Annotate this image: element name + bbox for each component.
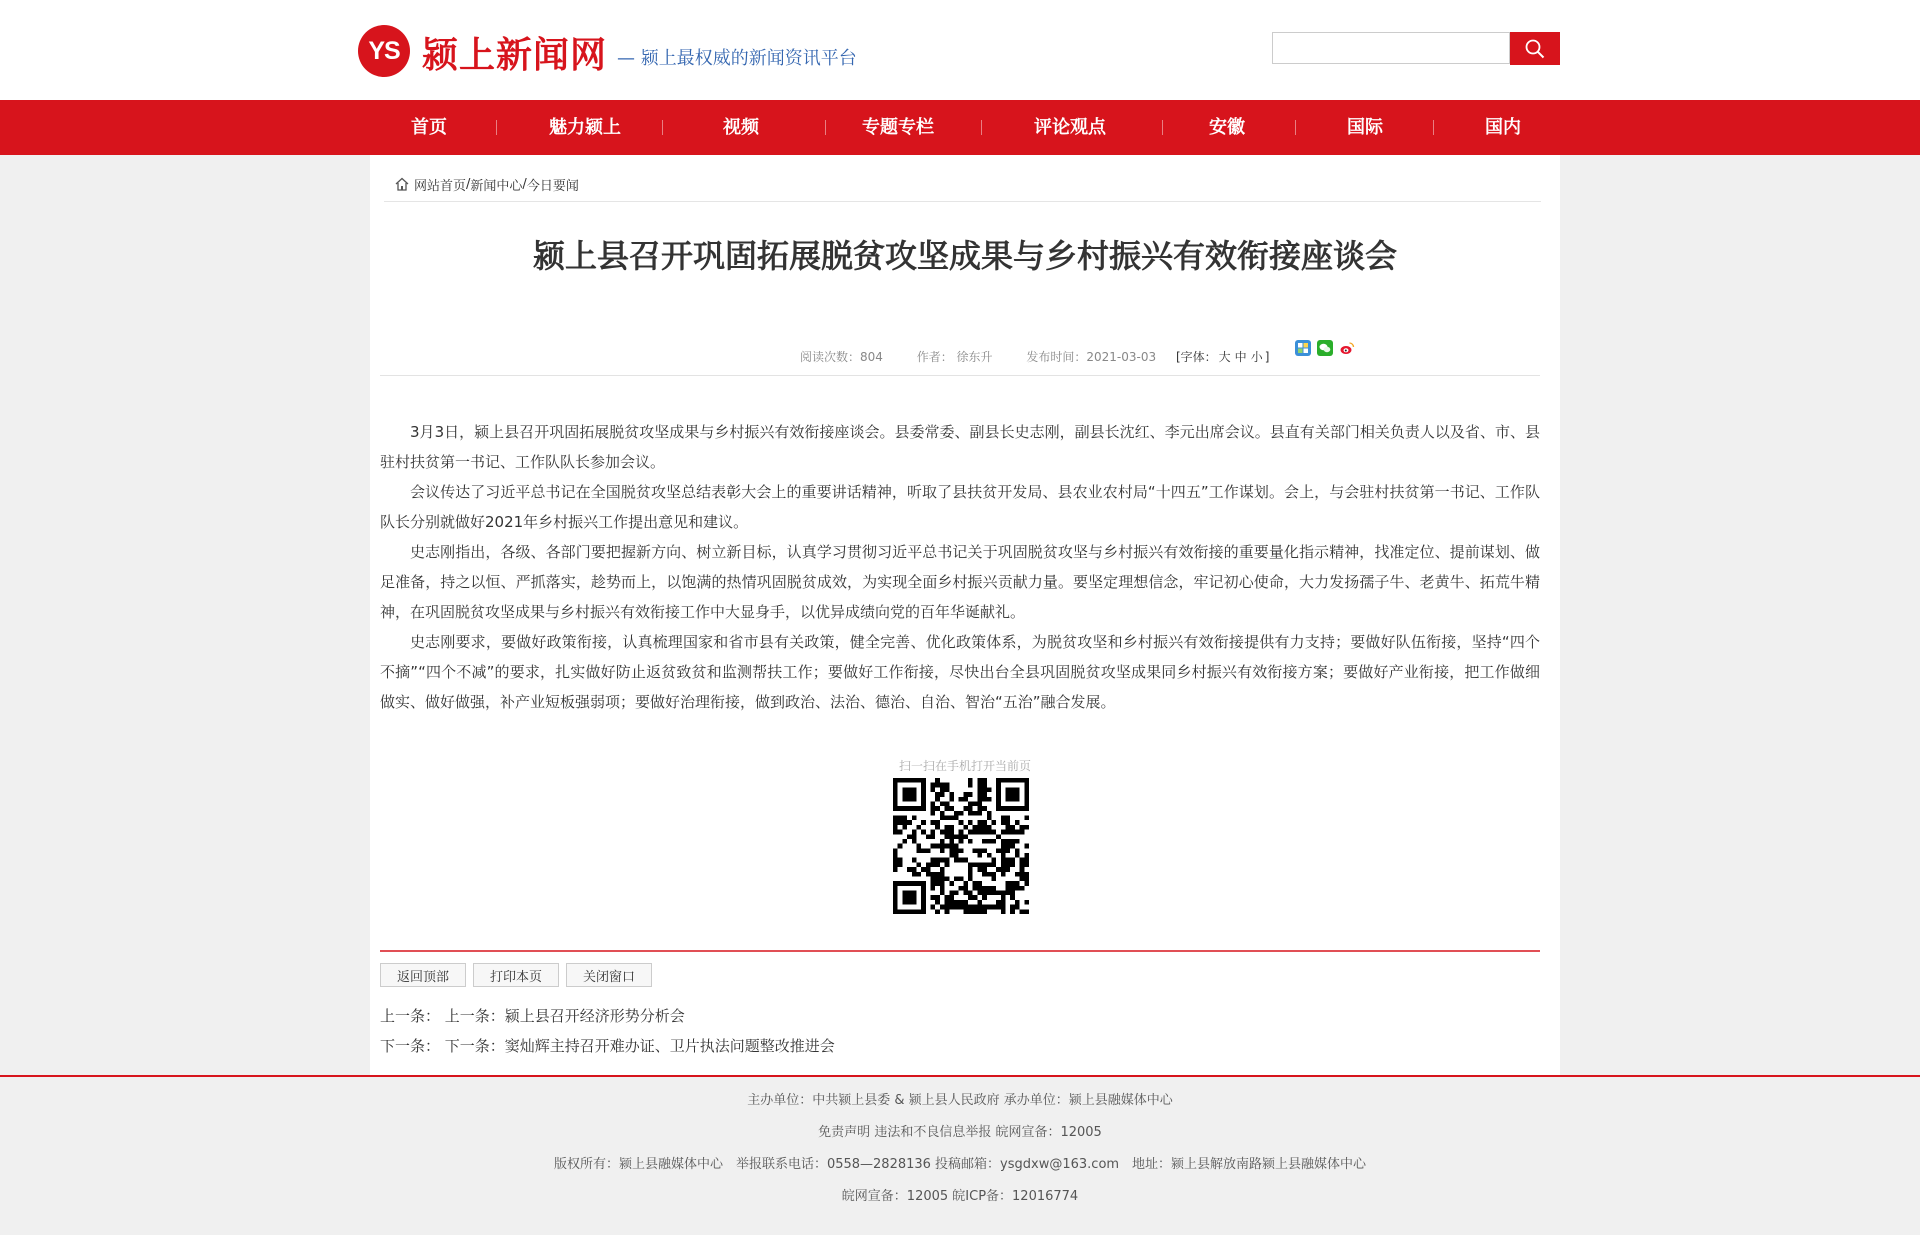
site-footer (0, 1075, 1920, 1235)
nav-divider (662, 120, 663, 135)
wechat-icon[interactable] (1317, 340, 1333, 356)
footer-sponsors: 主办单位：中共颍上县委 & 颍上县人民政府 承办单位：颍上县融媒体中心 (747, 1093, 1173, 1108)
article-paragraph: 3月3日，颍上县召开巩固拓展脱贫攻坚成果与乡村振兴有效衔接座谈会。县委常委、副县长史志刚，副县长沈红、李元出席会议。县直有关部门相关负责人以及省、市、县驻村扶贫第一书记、工作队队长参加会议。 (380, 423, 1540, 471)
article-title: 颍上县召开巩固拓展脱贫攻坚成果与乡村振兴有效衔接座谈会 (532, 237, 1397, 275)
search-icon (1524, 38, 1546, 60)
footer-icp: 皖网宣备：12005 皖ICP备：12016774 (841, 1189, 1079, 1204)
site-slogan: — 颍上最权威的新闻资讯平台 (617, 48, 857, 69)
nav-item-charm-yingshang[interactable]: 魅力颍上 (549, 117, 621, 138)
font-size-switcher (1176, 350, 1269, 364)
nav-item-opinion[interactable]: 评论观点 (1034, 117, 1106, 138)
publish-date: 发布时间：2021-03-03 (1026, 350, 1157, 364)
nav-divider (1162, 120, 1163, 135)
breadcrumb-page-link[interactable]: 今日要闻 (526, 178, 579, 194)
site-name[interactable]: 颍上新闻网 (422, 35, 608, 76)
nav-item-international[interactable]: 国际 (1347, 117, 1383, 138)
font-small-button[interactable]: 小 (1250, 350, 1263, 364)
nav-item-anhui[interactable]: 安徽 (1209, 117, 1245, 138)
share-plus-icon[interactable] (1295, 340, 1311, 356)
qr-caption: 扫一扫在手机打开当前页 (898, 759, 1031, 773)
breadcrumb (384, 167, 1541, 202)
nav-divider (1295, 120, 1296, 135)
article-paragraph: 会议传达了习近平总书记在全国脱贫攻坚总结表彰大会上的重要讲话精神，听取了县扶贫开发局、县农业农村局“十四五”工作谋划。会上，与会驻村扶贫第一书记、工作队队长分别就做好2021年乡村振兴工作提出意见和建议。 (380, 483, 1540, 531)
article-paragraph: 史志刚指出，各级、各部门要把握新方向、树立新目标，认真学习贯彻习近平总书记关于巩固脱贫攻坚与乡村振兴有效衔接的重要量化指示精神，找准定位、提前谋划、做足准备，持之以恒、严抓落实，趁势而上，以饱满的热情巩固脱贫成效，为实现全面乡村振兴贡献力量。要坚定理想信念，牢记初心使命，大力发扬孺子牛、老黄牛、拓荒牛精神，在巩固脱贫攻坚成果与乡村振兴有效衔接工作中大显身手，以优异成绩向党的百年华诞献礼。 (380, 543, 1540, 621)
nav-divider (1433, 120, 1434, 135)
read-count: 阅读次数：804 (800, 350, 883, 364)
footer-license: 皖网宣备：12005 (995, 1125, 1102, 1140)
breadcrumb-separator: / (466, 176, 471, 192)
nav-divider (496, 120, 497, 135)
next-label: 下一条： (380, 1037, 441, 1055)
font-large-button[interactable]: 大 (1218, 350, 1231, 364)
article-actions (380, 963, 652, 987)
font-size-label: [字体： (1175, 350, 1217, 364)
share-bar (1295, 340, 1355, 356)
home-icon (394, 176, 410, 192)
report-link[interactable]: 违法和不良信息举报 (874, 1125, 992, 1140)
nav-item-video[interactable]: 视频 (723, 117, 759, 138)
print-button[interactable]: 打印本页 (473, 963, 559, 987)
close-window-button[interactable]: 关闭窗口 (566, 963, 652, 987)
disclaimer-link[interactable]: 免责声明 (818, 1125, 871, 1140)
footer-links (0, 1117, 1920, 1149)
nav-item-home[interactable]: 首页 (411, 117, 447, 138)
search-button[interactable] (1510, 32, 1560, 65)
search-input[interactable] (1272, 32, 1510, 64)
next-article-link[interactable]: 下一条：窦灿辉主持召开难办证、卫片执法问题整改推进会 (444, 1037, 835, 1055)
author: 作者： 徐东升 (916, 350, 993, 364)
article-meta (800, 348, 1299, 365)
article-container (370, 155, 1560, 1077)
footer-copyright: 版权所有：颍上县融媒体中心 举报联系电话：0558—2828136 投稿邮箱：ysgdxw@163.com 地址：颍上县解放南路颍上县融媒体中心 (553, 1157, 1367, 1172)
article-paragraph: 史志刚要求，要做好政策衔接，认真梳理国家和省市县有关政策，健全完善、优化政策体系，为脱贫攻坚和乡村振兴有效衔接提供有力支持；要做好队伍衔接，坚持“四个不摘”“四个不减”的要求，扎实做好防止返贫致贫和监测帮扶工作；要做好工作衔接，尽快出台全县巩固脱贫攻坚成果同乡村振兴有效衔接方案；要做好产业衔接，把工作做细做实、做好做强，补产业短板强弱项；要做好治理衔接，做到政治、法治、德治、自治、智治“五治”融合发展。 (380, 633, 1540, 711)
main-nav (0, 100, 1920, 155)
back-to-top-button[interactable]: 返回顶部 (380, 963, 466, 987)
next-article (380, 1035, 835, 1056)
breadcrumb-section-link[interactable]: 新闻中心 (470, 178, 523, 194)
font-medium-button[interactable]: 中 (1234, 350, 1247, 364)
site-logo[interactable]: YS (358, 25, 410, 77)
footer-divider (380, 950, 1540, 952)
site-header (0, 0, 1920, 100)
weibo-icon[interactable] (1339, 340, 1355, 356)
breadcrumb-separator: / (522, 176, 527, 192)
nav-divider (981, 120, 982, 135)
qr-code (893, 778, 1029, 914)
font-size-label-close: ] (1264, 350, 1270, 364)
prev-article-link[interactable]: 上一条：颍上县召开经济形势分析会 (444, 1007, 685, 1025)
nav-item-domestic[interactable]: 国内 (1485, 117, 1521, 138)
nav-item-special[interactable]: 专题专栏 (862, 117, 934, 138)
breadcrumb-home-link[interactable]: 网站首页 (414, 178, 467, 194)
prev-label: 上一条： (380, 1007, 441, 1025)
nav-divider (825, 120, 826, 135)
article-body (380, 417, 1540, 717)
prev-article (380, 1005, 685, 1026)
meta-divider (380, 375, 1540, 376)
